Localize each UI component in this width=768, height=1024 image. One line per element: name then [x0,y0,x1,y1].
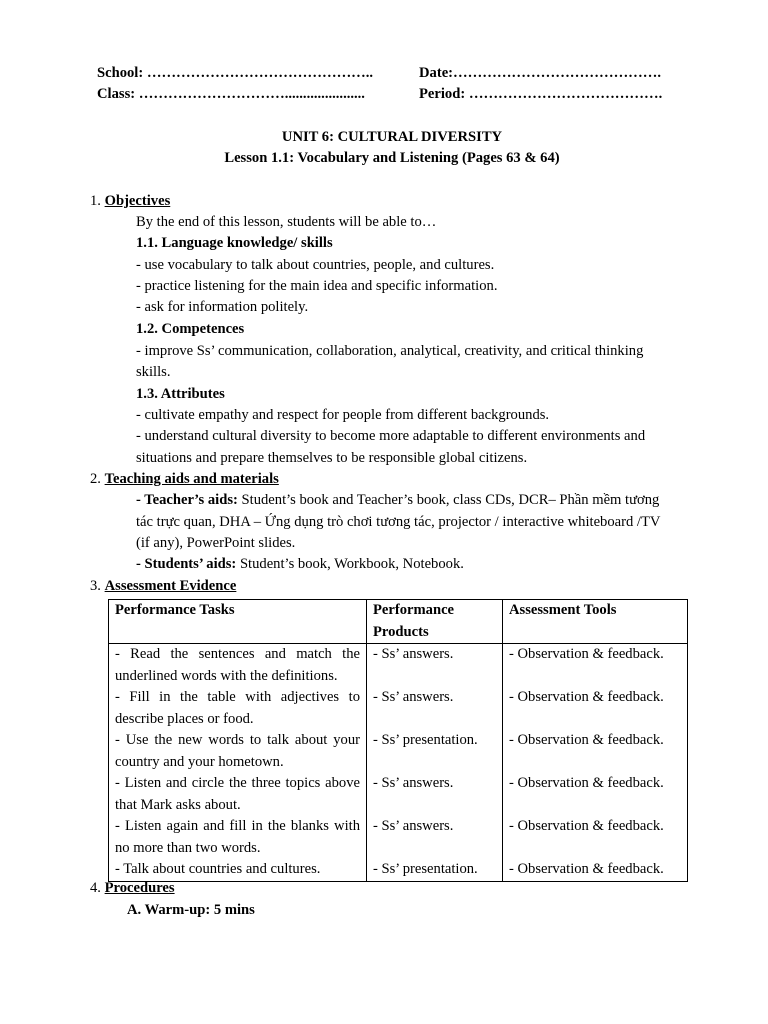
teacher-aids-line [136,490,659,511]
table-row [109,859,688,881]
warmup-heading: A. Warm-up: 5 mins [127,902,255,918]
column-header-tools: Assessment Tools [503,600,688,644]
table-header-row [109,600,688,644]
teacher-aids-label: - Teacher’s aids: [136,492,238,508]
task-text: - Fill in the table with adjectives to describe places or food. [115,689,360,727]
objectives-intro: By the end of this lesson, students will be able to… [136,214,437,230]
teaching-aids-section-heading [90,469,279,490]
knowledge-item: - use vocabulary to talk about countries, people, and cultures. [136,257,495,273]
unit-title: UNIT 6: CULTURAL DIVERSITY [281,129,503,145]
product-cell: - Ss’ answers. [367,644,503,688]
assessment-heading: Assessment Evidence [104,578,237,594]
product-cell: - Ss’ presentation. [367,730,503,773]
task-cell [109,644,367,688]
table-row [109,773,688,816]
assessment-table [108,599,688,882]
task-cell [109,773,367,816]
competences-line: - improve Ss’ communication, collaboration, analytical, creativity, and critical thinking [136,343,644,359]
tool-cell: - Observation & feedback. [503,859,688,881]
teacher-aids-text: Student’s book and Teacher’s book, class CDs, DCR– Phần mềm tương [237,492,660,508]
student-aids-label: - Students’ aids: [136,556,237,572]
objectives-section-heading [90,191,170,212]
competences-line: skills. [136,364,171,380]
section-number: 3. [90,578,101,594]
tool-cell: - Observation & feedback. [503,730,688,773]
student-aids-line [136,554,464,575]
product-cell: - Ss’ answers. [367,687,503,730]
task-cell [109,816,367,859]
date-field: Date:……………………………………. [419,65,661,81]
attributes-line: situations and prepare themselves to be responsible global citizens. [136,450,528,466]
procedures-section-heading [90,878,175,899]
section-number: 1. [90,193,101,209]
table-row [109,644,688,688]
knowledge-heading: 1.1. Language knowledge/ skills [136,235,333,251]
school-field: School: ……………………………………….. [97,65,374,81]
task-cell [109,730,367,773]
column-header-products: Performance Products [367,600,503,644]
product-cell: - Ss’ answers. [367,773,503,816]
knowledge-item: - ask for information politely. [136,299,309,315]
column-header-tasks: Performance Tasks [109,600,367,644]
knowledge-item: - practice listening for the main idea and specific information. [136,278,498,294]
student-aids-text: Student’s book, Workbook, Notebook. [236,556,464,572]
attributes-line: - understand cultural diversity to become more adaptable to different environments and [136,428,646,444]
product-cell: - Ss’ presentation. [367,859,503,881]
teaching-aids-heading: Teaching aids and materials [104,471,279,487]
class-field: Class: …………………………...................... [97,86,365,102]
tool-cell: - Observation & feedback. [503,644,688,688]
task-text: - Read the sentences and match the underlined words with the definitions. [115,646,360,684]
table-row [109,816,688,859]
teacher-aids-line: (if any), PowerPoint slides. [136,535,296,551]
tool-cell: - Observation & feedback. [503,816,688,859]
task-text: - Listen and circle the three topics above that Mark asks about. [115,775,360,813]
period-field: Period: …………………………………. [419,86,663,102]
tool-cell: - Observation & feedback. [503,687,688,730]
task-cell [109,687,367,730]
lesson-title: Lesson 1.1: Vocabulary and Listening (Pages 63 & 64) [224,150,560,166]
section-number: 4. [90,880,101,896]
assessment-section-heading [90,576,236,597]
tool-cell: - Observation & feedback. [503,773,688,816]
task-text: - Use the new words to talk about your country and your hometown. [115,732,360,770]
attributes-line: - cultivate empathy and respect for people from different backgrounds. [136,407,550,423]
table-row [109,687,688,730]
task-text: - Listen again and fill in the blanks with no more than two words. [115,818,360,856]
competences-heading: 1.2. Competences [136,321,245,337]
attributes-heading: 1.3. Attributes [136,386,225,402]
task-text: - Talk about countries and cultures. [115,861,321,877]
teacher-aids-line: tác trực quan, DHA – Ứng dụng trò chơi tương tác, projector / interactive whiteboard /TV [136,514,661,530]
objectives-heading: Objectives [104,193,171,209]
section-number: 2. [90,471,101,487]
procedures-heading: Procedures [104,880,175,896]
product-cell: - Ss’ answers. [367,816,503,859]
table-row [109,730,688,773]
